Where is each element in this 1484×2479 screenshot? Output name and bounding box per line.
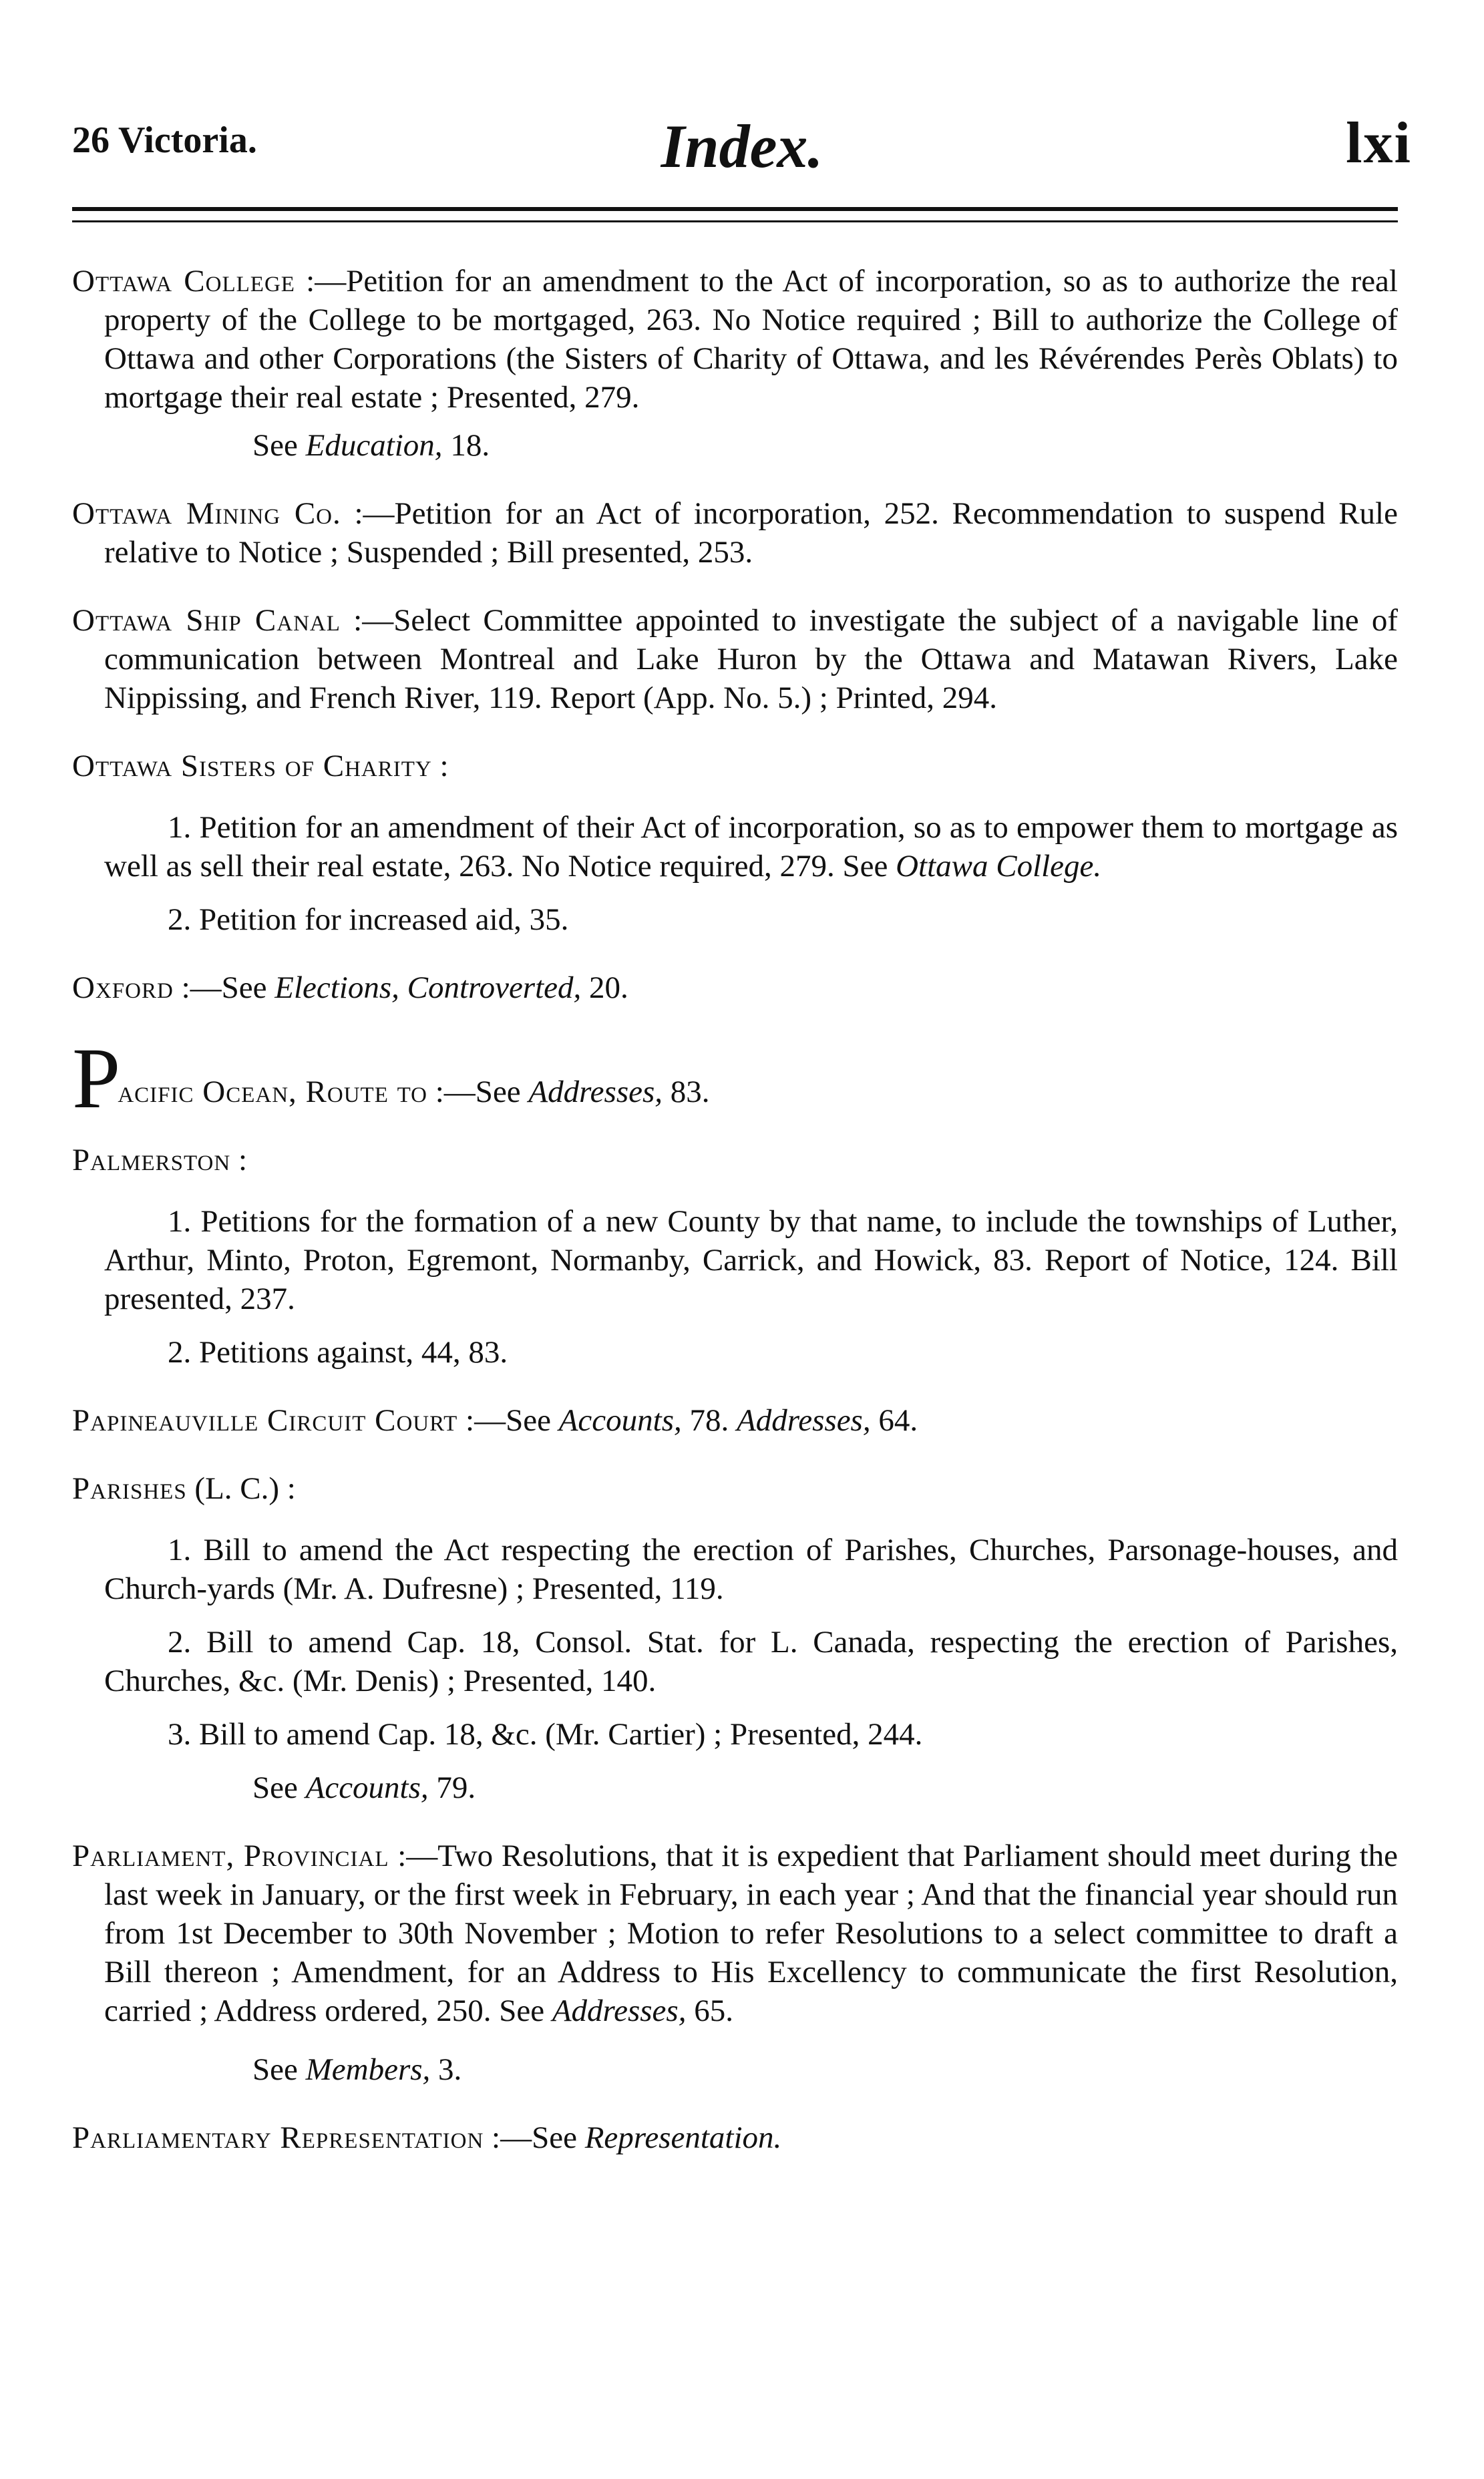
- cross-reference: Accounts,: [558, 1403, 682, 1438]
- entry-heading: Oxford: [72, 970, 174, 1005]
- entry-text: :—Petition for an Act of incorporation, 252. Recommendation to suspend Rule relative to Notice ; Suspended ; Bill presented, 253.: [104, 496, 1398, 570]
- see-also: [72, 1768, 1398, 1807]
- entry-text: :—See: [484, 2120, 585, 2155]
- page-ref: 83.: [663, 1075, 710, 1109]
- entry-text: :—Select Committee appointed to investigate the subject of a navigable line of communication between Montreal and Lake Huron by the Ottawa and Matawan Rivers, Lake Nippissing, and French River, 119. Report (App. No. 5.) ; Printed, 294.: [104, 603, 1398, 715]
- page-ref: 64.: [870, 1403, 918, 1438]
- cross-reference: Addresses,: [528, 1075, 663, 1109]
- page-header: [72, 111, 1412, 180]
- sub-item-text: 1. Petitions for the formation of a new County by that name, to include the townships of Luther, Arthur, Minto, Proton, Egremont, Normanby, Carrick, and Howick, 83. Report of Notice, 124. Bill presented, 237.: [104, 1204, 1398, 1316]
- see-also: [72, 426, 1398, 465]
- entry-heading: Parliamentary Representation: [72, 2120, 484, 2155]
- entry-palmerston: [72, 1141, 1398, 1179]
- cross-reference: Elections, Controverted,: [274, 970, 582, 1005]
- index-content: [72, 262, 1398, 2157]
- entry-parliament-provincial: [72, 1837, 1398, 2030]
- sub-item-text: 2. Bill to amend Cap. 18, Consol. Stat. for L. Canada, respecting the erection of Parishes, Churches, &c. (Mr. Denis) ; Presented, 140.: [104, 1625, 1398, 1698]
- entry-papineauville: [72, 1401, 1398, 1440]
- sub-item-text: 2. Petitions against, 44, 83.: [168, 1335, 508, 1370]
- entry-heading: Ottawa Mining Co.: [72, 496, 341, 531]
- entry-text: :—See: [427, 1075, 529, 1109]
- sub-item: [72, 1202, 1398, 1318]
- entry-colon: :: [431, 749, 449, 783]
- entry-heading: Ottawa College: [72, 264, 295, 299]
- entry-ottawa-college: [72, 262, 1398, 417]
- entry-colon: :: [230, 1143, 248, 1177]
- cross-reference: Education,: [305, 428, 443, 463]
- page-ref: 65.: [686, 1993, 733, 2028]
- page-ref: 18.: [442, 428, 490, 463]
- entry-text: :—Petition for an amendment to the Act of incorporation, so as to authorize the real property of the College to be mortgaged, 263. No Notice required ; Bill to authorize the College of Ottawa and other Corporations (the Sisters of Charity of Ottawa, and les Révérendes Perès Oblats) to mortgage their real estate ; Presented, 279.: [104, 264, 1398, 415]
- entry-parliamentary-representation: [72, 2118, 1398, 2157]
- entry-oxford: [72, 968, 1398, 1007]
- entry-pacific-ocean: [72, 1030, 1398, 1127]
- entry-heading: Palmerston: [72, 1143, 231, 1177]
- see-label: See: [252, 2052, 306, 2087]
- sub-item: [72, 1623, 1398, 1700]
- sub-item-text: 1. Petition for an amendment of their Act of incorporation, so as to empower them to mortgage as well as sell their real estate, 263. No Notice required, 279. See: [104, 810, 1398, 884]
- page-number: lxi: [1346, 111, 1412, 176]
- cross-reference: Members,: [305, 2052, 431, 2087]
- entry-heading: Papineauville Circuit Court: [72, 1403, 458, 1438]
- page-ref: 78.: [681, 1403, 737, 1438]
- see-label: See: [252, 1770, 306, 1805]
- entry-heading: Ottawa Sisters of Charity: [72, 749, 432, 783]
- volume-label: 26 Victoria.: [72, 120, 257, 161]
- entry-parishes: [72, 1469, 1398, 1508]
- entry-ottawa-ship-canal: [72, 601, 1398, 717]
- see-also: [72, 2050, 1398, 2089]
- entry-ottawa-sisters: [72, 747, 1398, 785]
- entry-heading: acific Ocean, Route to: [118, 1075, 427, 1109]
- header-rule-thick: [72, 207, 1398, 211]
- sub-item-text: 3. Bill to amend Cap. 18, &c. (Mr. Cartier) ; Presented, 244.: [168, 1717, 923, 1752]
- sub-item: [72, 900, 1398, 939]
- sub-item: [72, 1531, 1398, 1608]
- entry-ottawa-mining: [72, 494, 1398, 572]
- entry-heading: Parishes: [72, 1471, 187, 1506]
- cross-reference: Representation.: [584, 2120, 782, 2155]
- entry-heading: Parliament, Provincial: [72, 1839, 389, 1873]
- sub-item-text: 2. Petition for increased aid, 35.: [168, 902, 569, 937]
- see-label: See: [252, 428, 306, 463]
- entry-text: :—See: [173, 970, 275, 1005]
- cross-reference: Addresses,: [737, 1403, 871, 1438]
- section-initial: P: [72, 1030, 121, 1127]
- page-ref: 3.: [430, 2052, 462, 2087]
- header-rule-thin: [72, 220, 1398, 222]
- cross-reference: Addresses,: [552, 1993, 687, 2028]
- sub-item: [72, 808, 1398, 886]
- page-ref: 20.: [581, 970, 628, 1005]
- page-title: Index.: [661, 112, 823, 180]
- sub-item-text: 1. Bill to amend the Act respecting the erection of Parishes, Churches, Parsonage-houses, and Church-yards (Mr. A. Dufresne) ; Presented, 119.: [104, 1533, 1398, 1606]
- entry-text: :—See: [457, 1403, 559, 1438]
- cross-reference: Accounts,: [305, 1770, 429, 1805]
- entry-heading: Ottawa Ship Canal: [72, 603, 341, 638]
- cross-reference: Ottawa College.: [896, 849, 1102, 884]
- page-ref: 79.: [428, 1770, 476, 1805]
- sub-item: [72, 1333, 1398, 1372]
- entry-text: (L. C.) :: [186, 1471, 296, 1506]
- entry-text: :—Two Resolutions, that it is expedient that Parliament should meet during the last week in January, or the first week in February, in each year ; And that the financial year should run from 1st December to 30th November ; Motion to refer Resolutions to a select committee to draft a Bill thereon ; Amendment, for an Address to His Excellency to communicate the first Resolution, carried ; Address ordered, 250. See: [104, 1839, 1398, 2028]
- sub-item: [72, 1715, 1398, 1754]
